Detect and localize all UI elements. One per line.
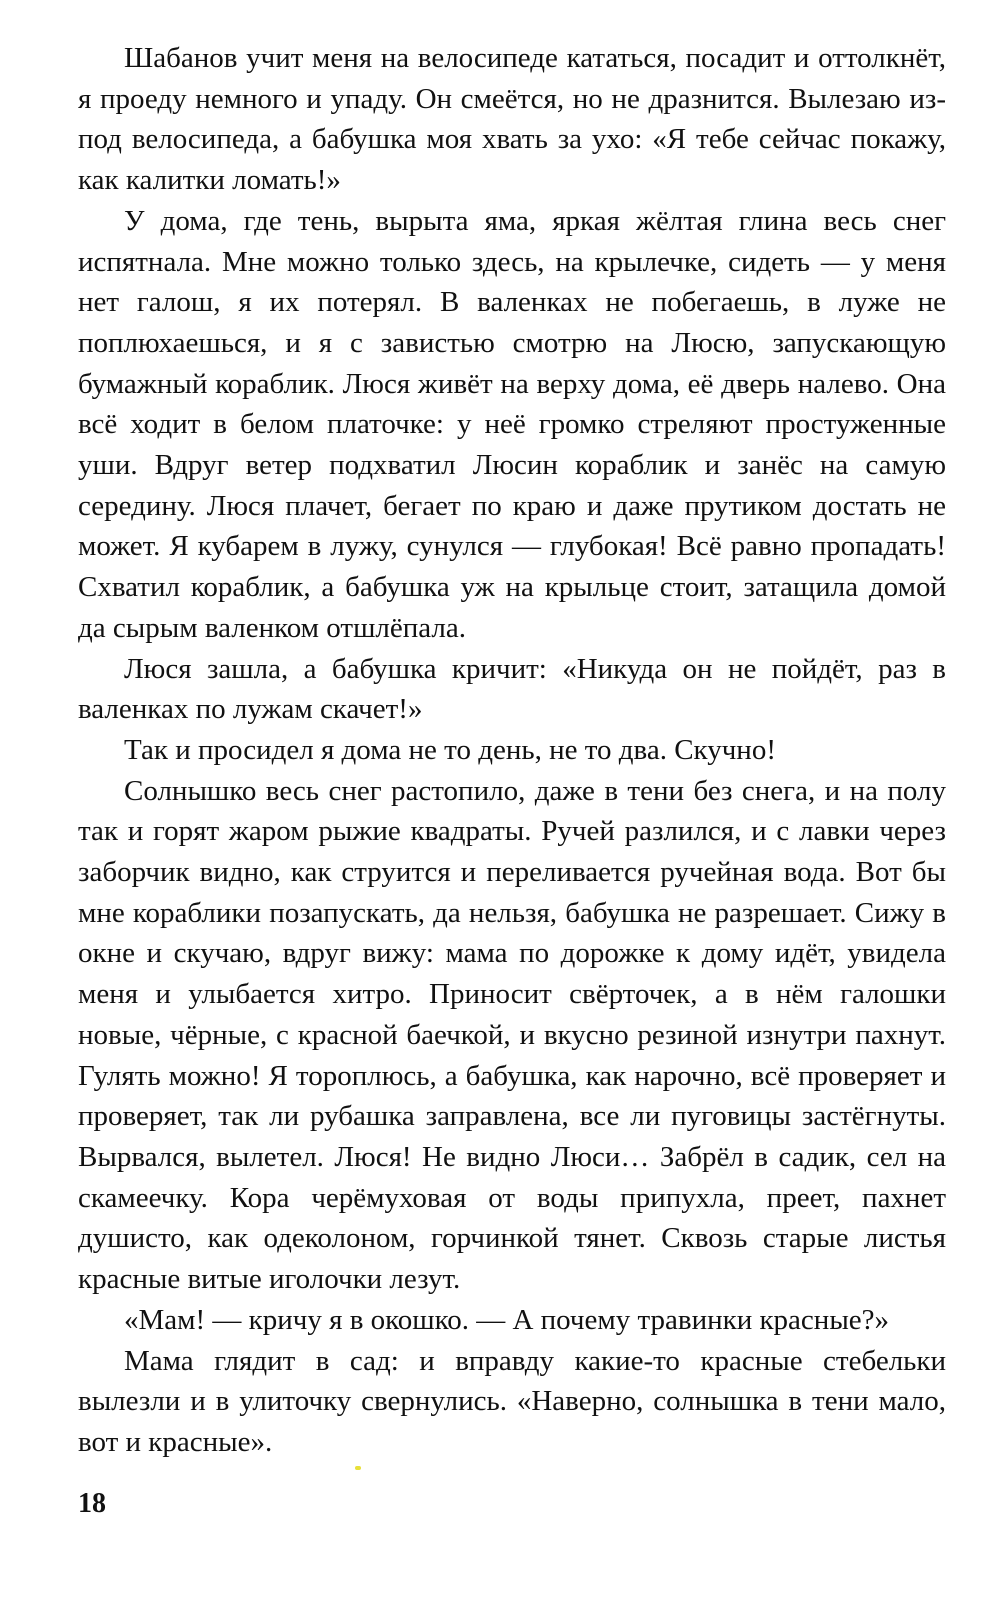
print-speck [355,1466,361,1470]
body-text [78,38,946,1463]
page-number: 18 [78,1488,106,1519]
paragraph-1: Шабанов учит меня на велосипеде кататься, посадит и оттолкнёт, я проеду немного и упаду. Он смеётся, но не дразнится. Вылезаю из-под велосипеда, а бабушка моя хвать за ухо: «Я тебе сейчас покажу, как калитки ломать!» [78,42,946,197]
paragraph-4: Так и просидел я дома не то день, не то два. Скучно! [124,733,776,766]
paragraph-6: «Мам! — кричу я в окошко. — А почему травинки красные?» [124,1303,890,1336]
paragraph-7: Мама глядит в сад: и вправду какие-то красные стебельки вылезли и в улиточку свернулись. «Наверно, солнышка в тени мало, вот и красные». [78,1344,946,1458]
paragraph-5: Солнышко весь снег растопило, даже в тени без снега, и на полу так и горят жаром рыжие квадраты. Ручей разлился, и с лавки через заборчик видно, как струится и переливается ручейная вода. Вот бы мне кораблики позапускать, да нельзя, бабушка не разрешает. Сижу в окне и скучаю, вдруг вижу: мама по дорожке к дому идёт, увидела меня и улыбается хитро. Приносит свёрточек, а в нём галошки новые, чёрные, с красной баечкой, и вкусно резиной изнутри пахнут. Гулять можно! Я тороплюсь, а бабушка, как нарочно, всё проверяет и проверяет, так ли рубашка заправлена, все ли пуговицы застёгнуты. Вырвался, вылетел. Люся! Не видно Люси… Забрёл в садик, сел на скамеечку. Кора черёмуховая от воды припухла, преет, пахнет душисто, как одеколоном, горчинкой тянет. Сквозь старые листья красные витые иголочки лезут. [78,774,946,1296]
paragraph-3: Люся зашла, а бабушка кричит: «Никуда он не пойдёт, раз в валенках по лужам скачет!» [78,652,946,726]
paragraph-2: У дома, где тень, вырыта яма, яркая жёлтая глина весь снег испятнала. Мне можно только здесь, на крылечке, сидеть — у меня нет галош, я их потерял. В валенках не побегаешь, в луже не поплюхаешься, и я с завистью смотрю на Люсю, запускающую бумажный кораблик. Люся живёт на верху дома, её дверь налево. Она всё ходит в белом платочке: у неё громко стреляют простуженные уши. Вдруг ветер подхватил Люсин кораблик и занёс на самую середину. Люся плачет, бегает по краю и даже прутиком достать не может. Я кубарем в лужу, сунулся — глубокая! Всё равно пропадать! Схватил кораблик, а бабушка уж на крыльце стоит, затащила домой да сырым валенком отшлёпала. [78,204,946,644]
